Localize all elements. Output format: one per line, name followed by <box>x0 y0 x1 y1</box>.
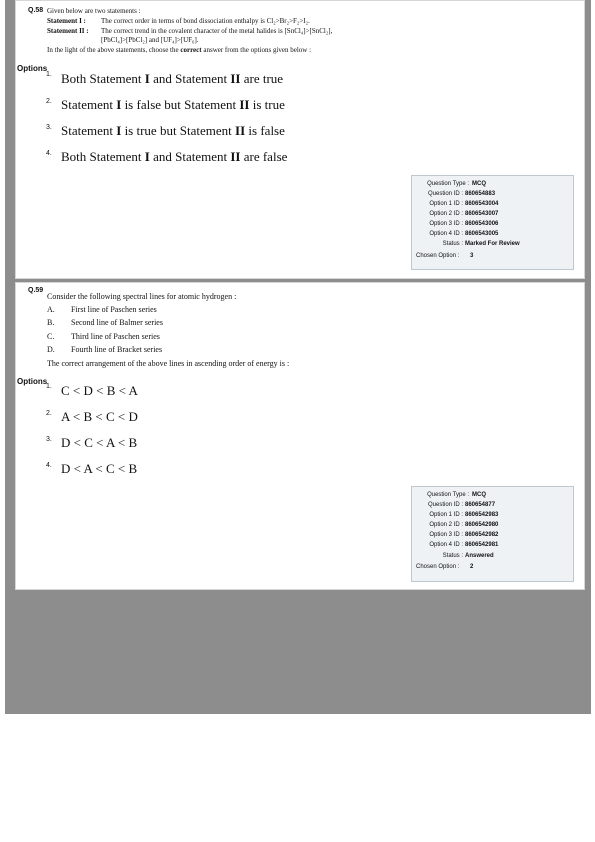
option-number: 4. <box>46 150 52 157</box>
option-text: Both Statement I and Statement II are false <box>61 149 288 164</box>
response-sheet <box>5 0 591 714</box>
option1-id-row: Option 1 ID : 8606542983 <box>429 512 499 518</box>
option-text: Statement I is true but Statement II is false <box>61 123 285 138</box>
option-number: 3. <box>46 124 52 131</box>
instruction-post: answer from the options given below : <box>203 46 312 54</box>
option3-id-row: Option 3 ID : 8606542982 <box>429 532 499 538</box>
question-number: Q.59 <box>28 287 44 294</box>
instruction: The correct arrangement of the above lines in ascending order of energy is : <box>47 359 290 368</box>
question-intro: Given below are two statements : <box>47 7 141 15</box>
status-row: Status : Marked For Review <box>442 241 520 247</box>
question-panel-59: Q.59 Consider the following spectral lines for atomic hydrogen : A. First line of Paschen series B. Second line of Balmer series C. Third line of Paschen series D. Fourth line of Bracket series The correct arrangement of the above lines in ascending order of energy is : Options 1. C < D < B < A 2. A < B < C < D 3. D < C < A < B 4. D < A < C < B Question Type : MCQ Question ID : 860654877 Option 1 ID : 8606542983 Option 2 ID : 8606542980 Option 3 ID : 8606542982 Option 4 ID : 8606542981 Status : Answered Chosen Option : 2 <box>15 282 585 590</box>
option3-id-row: Option 3 ID : 8606543006 <box>429 221 499 227</box>
question-panel-58 <box>15 0 585 279</box>
statement2-continuation: [PbCl₄]>[PbCl₂] and [UF₄]>[UF₆]. <box>101 36 199 44</box>
option4-id-row: Option 4 ID : 8606542981 <box>429 542 499 548</box>
option-text: C < D < B < A <box>61 383 138 398</box>
option-number: 4. <box>46 462 52 469</box>
question-info-box <box>411 486 574 582</box>
options-label: Options <box>17 64 48 73</box>
option-number: 2. <box>46 410 52 417</box>
option-number: 3. <box>46 436 52 443</box>
option-text: D < C < A < B <box>61 435 138 450</box>
option-number: 1. <box>46 71 52 78</box>
instruction <box>47 46 311 54</box>
option-text: A < B < C < D <box>61 409 138 424</box>
option-number: 1. <box>46 383 52 390</box>
chosen-option-row: Chosen Option : 2 <box>416 564 474 570</box>
option2-id-row: Option 2 ID : 8606543007 <box>429 211 499 217</box>
statement2-text: The correct trend in the covalent character of the metal halides is [SnCl₄]>[SnCl₂], <box>101 27 333 35</box>
option-text: D < A < C < B <box>61 461 138 476</box>
option2-id-row: Option 2 ID : 8606542980 <box>429 522 499 528</box>
question-number: Q.58 <box>28 7 44 14</box>
question-info-box <box>411 175 574 270</box>
option-text: Both Statement I and Statement II are true <box>61 71 284 86</box>
instruction-emphasis: correct <box>180 46 202 54</box>
chosen-option-row: Chosen Option : 3 <box>416 253 474 259</box>
statement1-text: The correct order in terms of bond dissociation enthalpy is Cl₂>Br₂>F₂>I₂. <box>101 17 310 25</box>
instruction-pre: In the light of the above statements, choose the <box>47 46 179 54</box>
option-text: Statement I is false but Statement II is true <box>61 97 285 112</box>
question-type-row: Question Type : MCQ <box>427 492 486 498</box>
options-label: Options <box>17 377 48 386</box>
question-type-row: Question Type : MCQ <box>427 181 486 187</box>
question-id-row: Question ID : 860654877 <box>427 502 496 508</box>
statement2-label: Statement II : <box>47 27 89 35</box>
status-row: Status : Answered <box>442 553 494 559</box>
option-number: 2. <box>46 98 52 105</box>
statement1-label: Statement I : <box>47 17 86 25</box>
option4-id-row: Option 4 ID : 8606543005 <box>429 231 499 237</box>
option1-id-row: Option 1 ID : 8606543004 <box>429 201 499 207</box>
question-intro: Consider the following spectral lines for atomic hydrogen : <box>47 292 237 301</box>
question-id-row: Question ID : 860654883 <box>427 191 496 197</box>
